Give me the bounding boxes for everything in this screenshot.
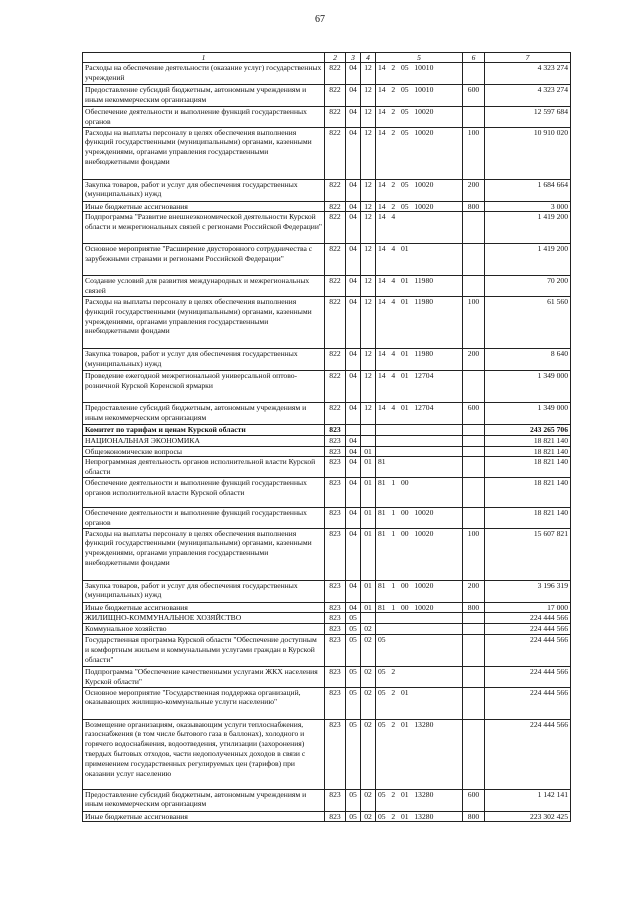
table-row — [83, 402, 571, 424]
cell-rz: 04 — [346, 107, 361, 128]
cell-sum: 1 419 200 — [485, 244, 571, 276]
cell-sum: 4 323 274 — [485, 63, 571, 85]
cell-vr — [463, 446, 485, 457]
cell-vr: 200 — [463, 179, 485, 201]
table-row — [83, 179, 571, 201]
cell-ved: 822 — [325, 296, 346, 348]
cell-vr: 600 — [463, 789, 485, 811]
cell-sum: 224 444 566 — [485, 687, 571, 719]
cell-csr: 05 2 01 13280 — [376, 811, 463, 822]
cell-rz: 04 — [346, 296, 361, 348]
col-header-csr: 5 — [376, 53, 463, 63]
cell-csr: 14 2 05 10020 — [376, 107, 463, 128]
cell-sum: 17 000 — [485, 602, 571, 613]
cell-name: Проведение ежегодной межрегиональной универсальной оптово-розничной Курской Коренской ярмарки — [83, 370, 325, 402]
table-row — [83, 370, 571, 402]
cell-ved: 822 — [325, 201, 346, 212]
table-row — [83, 424, 571, 435]
col-header-name: 1 — [83, 53, 325, 63]
cell-ved: 823 — [325, 580, 346, 602]
cell-sum: 18 821 140 — [485, 507, 571, 528]
cell-rz: 04 — [346, 201, 361, 212]
cell-csr: 81 1 00 10020 — [376, 507, 463, 528]
cell-csr: 05 2 01 13280 — [376, 789, 463, 811]
cell-ved: 822 — [325, 402, 346, 424]
cell-name: Иные бюджетные ассигнования — [83, 602, 325, 613]
cell-pr: 02 — [361, 624, 376, 635]
cell-csr: 05 2 01 13280 — [376, 719, 463, 789]
table-row — [83, 457, 571, 478]
cell-ved: 823 — [325, 446, 346, 457]
cell-sum: 224 444 566 — [485, 634, 571, 666]
cell-pr — [361, 435, 376, 446]
table-row — [83, 244, 571, 276]
cell-vr — [463, 666, 485, 687]
cell-ved: 822 — [325, 127, 346, 179]
cell-pr: 02 — [361, 719, 376, 789]
cell-name: Основное мероприятие "Расширение двусторонного сотрудничества с зарубежными странами и регионами Российской Федерации" — [83, 244, 325, 276]
table-row — [83, 296, 571, 348]
cell-name: Коммунальное хозяйство — [83, 624, 325, 635]
cell-rz: 05 — [346, 624, 361, 635]
cell-name: Расходы на выплаты персоналу в целях обеспечения выполнения функций государственными (муниципальными) органами, казенными учреждениями, органами управления государственными внебюджетными фондами — [83, 296, 325, 348]
table-row — [83, 528, 571, 580]
cell-pr — [361, 613, 376, 624]
cell-sum: 8 640 — [485, 348, 571, 370]
cell-pr: 01 — [361, 528, 376, 580]
table-row — [83, 624, 571, 635]
cell-sum: 70 200 — [485, 276, 571, 297]
cell-ved: 823 — [325, 424, 346, 435]
cell-name: Подпрограмма "Обеспечение качественными услугами ЖКХ населения Курской области" — [83, 666, 325, 687]
cell-ved: 823 — [325, 613, 346, 624]
table-row — [83, 435, 571, 446]
table-row — [83, 63, 571, 85]
cell-ved: 822 — [325, 276, 346, 297]
cell-pr: 12 — [361, 201, 376, 212]
cell-ved: 822 — [325, 85, 346, 107]
cell-sum: 3 000 — [485, 201, 571, 212]
table-row — [83, 201, 571, 212]
cell-rz: 05 — [346, 666, 361, 687]
cell-pr: 12 — [361, 63, 376, 85]
cell-csr: 14 4 01 11980 — [376, 276, 463, 297]
cell-vr — [463, 212, 485, 244]
cell-rz: 04 — [346, 435, 361, 446]
cell-csr: 81 1 00 10020 — [376, 580, 463, 602]
cell-csr — [376, 435, 463, 446]
cell-vr: 200 — [463, 580, 485, 602]
cell-csr: 14 2 05 10010 — [376, 63, 463, 85]
table-row — [83, 276, 571, 297]
cell-name: Иные бюджетные ассигнования — [83, 201, 325, 212]
col-header-sum: 7 — [485, 53, 571, 63]
cell-rz: 05 — [346, 687, 361, 719]
cell-name: Обеспечение деятельности и выполнение функций государственных органов — [83, 107, 325, 128]
cell-ved: 823 — [325, 435, 346, 446]
cell-csr: 14 2 05 10020 — [376, 201, 463, 212]
cell-name: Предоставление субсидий бюджетным, автономным учреждениям и иным некоммерческим организациям — [83, 789, 325, 811]
cell-pr: 01 — [361, 580, 376, 602]
cell-csr — [376, 624, 463, 635]
cell-csr: 14 4 01 12704 — [376, 402, 463, 424]
cell-sum: 18 821 140 — [485, 457, 571, 478]
cell-csr: 05 — [376, 634, 463, 666]
cell-sum: 224 444 566 — [485, 666, 571, 687]
cell-rz: 04 — [346, 127, 361, 179]
cell-rz: 04 — [346, 370, 361, 402]
cell-ved: 823 — [325, 634, 346, 666]
table-row — [83, 507, 571, 528]
cell-sum: 10 910 020 — [485, 127, 571, 179]
cell-vr — [463, 244, 485, 276]
table-row — [83, 477, 571, 507]
cell-rz: 04 — [346, 179, 361, 201]
cell-ved: 823 — [325, 528, 346, 580]
cell-name: НАЦИОНАЛЬНАЯ ЭКОНОМИКА — [83, 435, 325, 446]
cell-name: Иные бюджетные ассигнования — [83, 811, 325, 822]
cell-ved: 823 — [325, 624, 346, 635]
cell-rz — [346, 424, 361, 435]
cell-csr: 81 1 00 10020 — [376, 528, 463, 580]
cell-csr — [376, 613, 463, 624]
cell-ved: 823 — [325, 687, 346, 719]
cell-rz: 04 — [346, 477, 361, 507]
cell-name: Общеэкономические вопросы — [83, 446, 325, 457]
cell-name: Предоставление субсидий бюджетным, автономным учреждениям и иным некоммерческим организациям — [83, 85, 325, 107]
table-row — [83, 789, 571, 811]
cell-name: ЖИЛИЩНО-КОММУНАЛЬНОЕ ХОЗЯЙСТВО — [83, 613, 325, 624]
cell-pr: 01 — [361, 477, 376, 507]
cell-vr: 100 — [463, 296, 485, 348]
cell-ved: 823 — [325, 719, 346, 789]
cell-vr: 100 — [463, 528, 485, 580]
cell-pr: 02 — [361, 789, 376, 811]
cell-sum: 15 607 821 — [485, 528, 571, 580]
cell-ved: 822 — [325, 179, 346, 201]
cell-ved: 823 — [325, 477, 346, 507]
cell-name: Основное мероприятие "Государственная поддержка организаций, оказывающих жилищно-коммунальные услуги населению" — [83, 687, 325, 719]
col-header-vr: 6 — [463, 53, 485, 63]
cell-name: Возмещение организациям, оказывающим услуги теплоснабжения, газоснабжения (в том числе бытового газа в баллонах), холодного и горячего водоснабжения, водоотведения, утилизации (захоронения) твердых бытовых отходов, части недополученных доходов в связи с применением государственных регулируемых цен (тарифов) при оказании услуг населению — [83, 719, 325, 789]
cell-sum: 1 419 200 — [485, 212, 571, 244]
cell-csr: 05 2 01 — [376, 687, 463, 719]
cell-vr — [463, 634, 485, 666]
cell-name: Расходы на обеспечение деятельности (оказание услуг) государственных учреждений — [83, 63, 325, 85]
cell-csr: 14 2 05 10010 — [376, 85, 463, 107]
cell-vr — [463, 276, 485, 297]
cell-rz: 04 — [346, 446, 361, 457]
cell-rz: 04 — [346, 85, 361, 107]
cell-sum: 1 349 000 — [485, 402, 571, 424]
cell-sum: 1 684 664 — [485, 179, 571, 201]
cell-sum: 18 821 140 — [485, 446, 571, 457]
cell-csr — [376, 446, 463, 457]
cell-rz: 04 — [346, 348, 361, 370]
cell-sum: 18 821 140 — [485, 477, 571, 507]
table-row — [83, 212, 571, 244]
cell-pr — [361, 424, 376, 435]
cell-vr — [463, 624, 485, 635]
table-row — [83, 348, 571, 370]
col-header-ved: 2 — [325, 53, 346, 63]
cell-sum: 61 560 — [485, 296, 571, 348]
cell-csr — [376, 424, 463, 435]
cell-rz: 04 — [346, 402, 361, 424]
cell-pr: 02 — [361, 634, 376, 666]
cell-rz: 04 — [346, 212, 361, 244]
cell-csr: 14 4 01 — [376, 244, 463, 276]
table-row — [83, 687, 571, 719]
cell-ved: 823 — [325, 666, 346, 687]
cell-vr — [463, 719, 485, 789]
cell-name: Обеспечение деятельности и выполнение функций государственных органов исполнительной власти Курской области — [83, 477, 325, 507]
cell-vr: 600 — [463, 85, 485, 107]
cell-vr: 800 — [463, 811, 485, 822]
cell-pr: 12 — [361, 370, 376, 402]
table-row — [83, 602, 571, 613]
page-number: 67 — [315, 14, 325, 25]
cell-vr — [463, 63, 485, 85]
col-header-pr: 4 — [361, 53, 376, 63]
cell-csr: 14 4 01 12704 — [376, 370, 463, 402]
cell-pr: 12 — [361, 212, 376, 244]
cell-pr: 01 — [361, 446, 376, 457]
cell-name: Расходы на выплаты персоналу в целях обеспечения выполнения функций государственными (муниципальными) органами, казенными учреждениями, органами управления государственными внебюджетными фондами — [83, 528, 325, 580]
cell-ved: 822 — [325, 244, 346, 276]
cell-name: Непрограммная деятельность органов исполнительной власти Курской области — [83, 457, 325, 478]
cell-vr — [463, 613, 485, 624]
cell-rz: 05 — [346, 811, 361, 822]
cell-rz: 05 — [346, 789, 361, 811]
cell-sum: 243 265 706 — [485, 424, 571, 435]
cell-sum: 12 597 684 — [485, 107, 571, 128]
cell-csr: 81 1 00 10020 — [376, 602, 463, 613]
cell-name: Расходы на выплаты персоналу в целях обеспечения выполнения функций государственными (муниципальными) органами, казенными учреждениями, органами управления государственными внебюджетными фондами — [83, 127, 325, 179]
budget-table — [82, 52, 571, 822]
table-row — [83, 446, 571, 457]
table-row — [83, 580, 571, 602]
cell-pr: 01 — [361, 602, 376, 613]
table-row — [83, 127, 571, 179]
cell-ved: 823 — [325, 457, 346, 478]
header-row — [83, 53, 571, 63]
cell-vr — [463, 507, 485, 528]
cell-sum: 224 444 566 — [485, 613, 571, 624]
table-row — [83, 719, 571, 789]
table-row — [83, 811, 571, 822]
cell-ved: 823 — [325, 789, 346, 811]
cell-pr: 12 — [361, 127, 376, 179]
cell-rz: 05 — [346, 634, 361, 666]
cell-name: Предоставление субсидий бюджетным, автономным учреждениям и иным некоммерческим организациям — [83, 402, 325, 424]
cell-rz: 05 — [346, 719, 361, 789]
cell-rz: 04 — [346, 63, 361, 85]
cell-rz: 05 — [346, 613, 361, 624]
cell-name: Подпрограмма "Развитие внешнеэкономической деятельности Курской области и межрегиональных связей с регионами Российской Федерации" — [83, 212, 325, 244]
cell-vr: 200 — [463, 348, 485, 370]
cell-vr: 600 — [463, 402, 485, 424]
cell-pr: 12 — [361, 179, 376, 201]
cell-pr: 12 — [361, 276, 376, 297]
cell-sum: 1 142 141 — [485, 789, 571, 811]
cell-rz: 04 — [346, 276, 361, 297]
cell-vr — [463, 107, 485, 128]
cell-pr: 12 — [361, 402, 376, 424]
cell-sum: 1 349 000 — [485, 370, 571, 402]
cell-rz: 04 — [346, 507, 361, 528]
cell-pr: 02 — [361, 666, 376, 687]
cell-pr: 02 — [361, 811, 376, 822]
cell-vr — [463, 424, 485, 435]
cell-vr — [463, 435, 485, 446]
cell-rz: 04 — [346, 457, 361, 478]
cell-ved: 822 — [325, 348, 346, 370]
cell-rz: 04 — [346, 528, 361, 580]
cell-name: Закупка товаров, работ и услуг для обеспечения государственных (муниципальных) нужд — [83, 348, 325, 370]
cell-csr: 05 2 — [376, 666, 463, 687]
cell-rz: 04 — [346, 244, 361, 276]
cell-csr: 14 4 01 11980 — [376, 348, 463, 370]
cell-ved: 823 — [325, 602, 346, 613]
table-row — [83, 85, 571, 107]
cell-csr: 14 2 05 10020 — [376, 179, 463, 201]
cell-pr: 12 — [361, 85, 376, 107]
cell-ved: 823 — [325, 811, 346, 822]
cell-vr: 100 — [463, 127, 485, 179]
cell-name: Закупка товаров, работ и услуг для обеспечения государственных (муниципальных) нужд — [83, 179, 325, 201]
cell-name: Закупка товаров, работ и услуг для обеспечения государственных (муниципальных) нужд — [83, 580, 325, 602]
cell-pr: 12 — [361, 244, 376, 276]
cell-pr: 12 — [361, 107, 376, 128]
cell-pr: 12 — [361, 296, 376, 348]
cell-ved: 822 — [325, 63, 346, 85]
cell-name: Создание условий для развития международных и межрегиональных связей — [83, 276, 325, 297]
cell-rz: 04 — [346, 580, 361, 602]
cell-rz: 04 — [346, 602, 361, 613]
cell-ved: 822 — [325, 212, 346, 244]
table-row — [83, 666, 571, 687]
cell-name: Обеспечение деятельности и выполнение функций государственных органов — [83, 507, 325, 528]
cell-csr: 14 4 — [376, 212, 463, 244]
table-row — [83, 107, 571, 128]
cell-sum: 224 444 566 — [485, 719, 571, 789]
table-row — [83, 634, 571, 666]
cell-vr — [463, 477, 485, 507]
cell-vr: 800 — [463, 201, 485, 212]
cell-vr — [463, 370, 485, 402]
budget-table-body — [83, 53, 571, 822]
cell-pr: 12 — [361, 348, 376, 370]
cell-pr: 01 — [361, 507, 376, 528]
cell-vr — [463, 457, 485, 478]
cell-ved: 822 — [325, 107, 346, 128]
cell-sum: 4 323 274 — [485, 85, 571, 107]
cell-csr: 81 — [376, 457, 463, 478]
cell-pr: 02 — [361, 687, 376, 719]
cell-ved: 822 — [325, 370, 346, 402]
cell-sum: 224 444 566 — [485, 624, 571, 635]
cell-sum: 223 302 425 — [485, 811, 571, 822]
cell-pr: 01 — [361, 457, 376, 478]
table-row — [83, 613, 571, 624]
cell-name: Государственная программа Курской области "Обеспечение доступным и комфортным жильем и коммунальными услугами граждан в Курской области" — [83, 634, 325, 666]
cell-name: Комитет по тарифам и ценам Курской области — [83, 424, 325, 435]
cell-csr: 14 4 01 11980 — [376, 296, 463, 348]
cell-ved: 823 — [325, 507, 346, 528]
cell-sum: 3 196 319 — [485, 580, 571, 602]
col-header-rz: 3 — [346, 53, 361, 63]
cell-sum: 18 821 140 — [485, 435, 571, 446]
cell-csr: 81 1 00 — [376, 477, 463, 507]
cell-csr: 14 2 05 10020 — [376, 127, 463, 179]
cell-vr: 800 — [463, 602, 485, 613]
cell-vr — [463, 687, 485, 719]
